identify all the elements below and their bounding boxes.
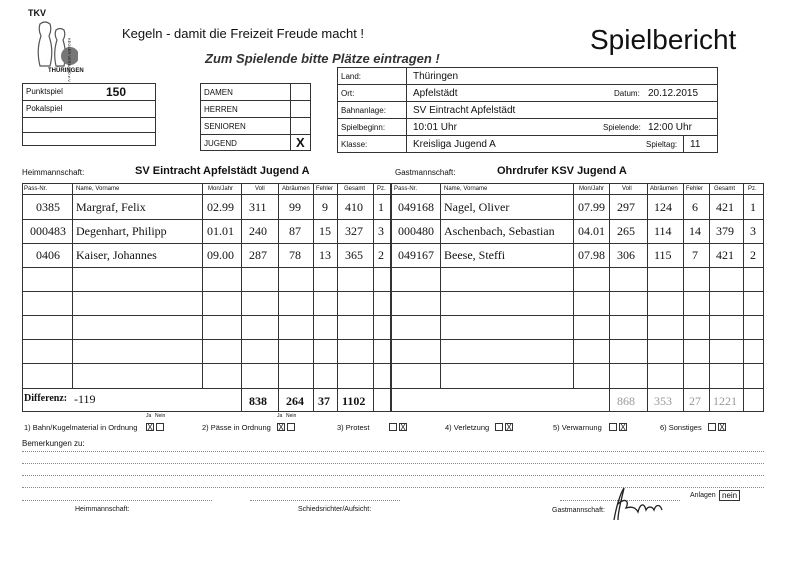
logo-acronym: TKV (28, 8, 46, 18)
check-5-label: 5) Verwarnung (553, 423, 602, 432)
datum-value: 20.12.2015 (648, 88, 699, 99)
home-gesamt: 327 (345, 224, 363, 238)
check-3-nein-box[interactable]: X (400, 423, 406, 432)
diff-value: -119 (74, 392, 96, 406)
datum-label: Datum: (614, 89, 640, 98)
col-pz-home: Pz. (377, 186, 386, 192)
guest-abraeumen: 124 (654, 200, 672, 214)
col-monjahr-home: Mon/Jahr (208, 186, 234, 192)
heim-name: SV Eintracht Apfelstädt Jugend A (135, 165, 310, 177)
home-gesamt: 365 (345, 248, 363, 262)
category-jugend-mark: X (296, 135, 305, 150)
col-name-guest: Name, Vorname (444, 186, 488, 192)
home-pass: 000483 (30, 224, 66, 238)
home-pz: 3 (378, 224, 384, 238)
col-fehler-guest: Fehler (686, 186, 704, 192)
land-label: Land: (341, 72, 362, 81)
guest-voll: 306 (617, 248, 635, 262)
col-voll-home: Voll (255, 186, 265, 192)
home-monjahr: 09.00 (207, 248, 234, 262)
spielende-label: Spielende: (603, 123, 641, 132)
land-value: Thüringen (413, 71, 459, 82)
guest-abraeumen: 115 (654, 248, 672, 262)
col-monjahr-guest: Mon/Jahr (579, 186, 605, 192)
guest-gesamt: 421 (716, 200, 734, 214)
logo (24, 8, 84, 83)
col-voll-guest: Voll (622, 186, 632, 192)
heim-sign-label: Heimmannschaft: (75, 506, 130, 513)
category-jugend: JUGEND (204, 139, 237, 148)
guest-signature (606, 484, 666, 524)
col-name-home: Name, Vorname (76, 186, 120, 192)
guest-name: Aschenbach, Sebastian (444, 224, 555, 238)
gast-sign-label: Gastmannschaft: (552, 507, 605, 514)
guest-total-abraeumen: 353 (654, 394, 672, 408)
check-4-ja-box[interactable] (495, 423, 503, 431)
guest-monjahr: 04.01 (578, 224, 605, 238)
category-damen: DAMEN (204, 88, 233, 97)
signature-line-home (22, 500, 212, 501)
check-6-label: 6) Sonstiges (660, 423, 702, 432)
home-abraeumen: 87 (289, 224, 301, 238)
klasse-value: Kreisliga Jugend A (413, 139, 496, 150)
logo-side-text: KEGLER VERBAND e.V. (67, 38, 72, 83)
guest-pass: 049167 (398, 248, 434, 262)
punktspiel-label: Punktspiel (26, 87, 63, 96)
signature-line-referee (250, 500, 400, 501)
check-1-ja-label: Ja (146, 413, 152, 419)
guest-total-gesamt: 1221 (713, 394, 737, 408)
check-3-label: 3) Protest (337, 423, 370, 432)
home-pass: 0406 (36, 248, 60, 262)
diff-label: Differenz: (24, 393, 68, 404)
home-name: Kaiser, Johannes (76, 248, 157, 262)
home-total-abraeumen: 264 (286, 394, 304, 408)
player-table (22, 183, 764, 412)
home-pz: 2 (378, 248, 384, 262)
guest-name: Beese, Steffi (444, 248, 506, 262)
check-3-ja-box[interactable] (389, 423, 397, 431)
home-pass: 0385 (36, 200, 60, 214)
home-pz: 1 (378, 200, 384, 214)
home-monjahr: 01.01 (207, 224, 234, 238)
home-total-gesamt: 1102 (342, 394, 366, 408)
guest-pass: 000480 (398, 224, 434, 238)
guest-pz: 3 (750, 224, 756, 238)
spielbeginn-label: Spielbeginn: (341, 123, 386, 132)
schiedsrichter-label: Schiedsrichter/Aufsicht: (298, 506, 372, 513)
ort-label: Ort: (341, 89, 355, 98)
check-5-ja-box[interactable] (609, 423, 617, 431)
check-6-ja-box[interactable] (708, 423, 716, 431)
gast-label: Gastmannschaft: (395, 168, 456, 177)
home-fehler: 9 (322, 200, 328, 214)
guest-pz: 2 (750, 248, 756, 262)
guest-name: Nagel, Oliver (444, 200, 510, 214)
guest-voll: 297 (617, 200, 635, 214)
col-gesamt-home: Gesamt (344, 186, 366, 192)
bahnanlage-value: SV Eintracht Apfelstädt (413, 105, 516, 116)
guest-pass: 049168 (398, 200, 434, 214)
home-fehler: 13 (319, 248, 331, 262)
col-abraeumen-guest: Abräumen (650, 186, 678, 192)
check-2-ja-box[interactable]: X (278, 423, 284, 432)
check-4-nein-box[interactable]: X (506, 423, 512, 432)
anlagen-label: Anlagen (690, 492, 716, 499)
col-pass-guest: Pass-Nr. (394, 186, 418, 192)
pokalspiel-label: Pokalspiel (26, 104, 63, 113)
guest-total-voll: 868 (617, 394, 635, 408)
guest-fehler: 6 (692, 200, 698, 214)
logo-bottom-text: THÜRINGEN (48, 68, 84, 74)
check-2-nein-label: Nein (286, 413, 297, 419)
check-1-ja-box[interactable]: X (147, 423, 153, 432)
guest-abraeumen: 114 (654, 224, 672, 238)
slogan: Kegeln - damit die Freizeit Freude macht ! (122, 26, 365, 41)
heim-label: Heimmannschaft: (22, 168, 85, 177)
anlagen-value: nein (719, 490, 740, 501)
spieltag-value: 11 (690, 139, 701, 150)
home-voll: 311 (249, 200, 267, 214)
remarks-line (22, 463, 764, 464)
spielende-value: 12:00 Uhr (648, 122, 692, 133)
remarks-line (22, 475, 764, 476)
guest-total-fehler: 27 (689, 394, 701, 408)
category-herren: HERREN (204, 105, 238, 114)
check-6-nein-box[interactable]: X (719, 423, 725, 432)
guest-gesamt: 379 (716, 224, 734, 238)
home-monjahr: 02.99 (207, 200, 234, 214)
check-1-nein-label: Nein (155, 413, 166, 419)
check-5-nein-box[interactable]: X (620, 423, 626, 432)
home-fehler: 15 (319, 224, 331, 238)
guest-voll: 265 (617, 224, 635, 238)
check-2-ja-label: Ja (277, 413, 283, 419)
home-voll: 287 (249, 248, 267, 262)
col-abraeumen-home: Abräumen (282, 186, 310, 192)
home-voll: 240 (249, 224, 267, 238)
check-1-label: 1) Bahn/Kugelmaterial in Ordnung (24, 423, 138, 432)
home-gesamt: 410 (345, 200, 363, 214)
col-pz-guest: Pz. (748, 186, 757, 192)
guest-fehler: 7 (692, 248, 698, 262)
col-gesamt-guest: Gesamt (714, 186, 736, 192)
home-name: Margraf, Felix (76, 200, 146, 214)
guest-monjahr: 07.99 (578, 200, 605, 214)
col-fehler-home: Fehler (316, 186, 334, 192)
punktspiel-value: 150 (106, 85, 127, 99)
klasse-label: Klasse: (341, 140, 368, 149)
check-2-label: 2) Pässe in Ordnung (202, 423, 271, 432)
check-1-nein-box[interactable] (156, 423, 164, 431)
check-2-nein-box[interactable] (287, 423, 295, 431)
guest-pz: 1 (750, 200, 756, 214)
home-total-fehler: 37 (318, 394, 330, 408)
check-4-label: 4) Verletzung (445, 423, 490, 432)
instruction: Zum Spielende bitte Plätze eintragen ! (205, 51, 440, 66)
home-abraeumen: 99 (289, 200, 301, 214)
ort-value: Apfelstädt (413, 88, 458, 99)
bemerkungen-label: Bemerkungen zu: (22, 439, 85, 448)
home-total-voll: 838 (249, 394, 267, 408)
guest-fehler: 14 (689, 224, 701, 238)
home-abraeumen: 78 (289, 248, 301, 262)
col-pass-home: Pass-Nr. (24, 186, 48, 192)
spielbeginn-value: 10:01 Uhr (413, 122, 457, 133)
page-title: Spielbericht (590, 24, 737, 55)
remarks-line (22, 451, 764, 452)
home-name: Degenhart, Philipp (76, 224, 167, 238)
guest-monjahr: 07.98 (578, 248, 605, 262)
bahnanlage-label: Bahnanlage: (341, 106, 386, 115)
gast-name: Ohrdrufer KSV Jugend A (497, 165, 627, 177)
guest-gesamt: 421 (716, 248, 734, 262)
spieltag-label: Spieltag: (646, 140, 678, 149)
category-senioren: SENIOREN (204, 122, 246, 131)
